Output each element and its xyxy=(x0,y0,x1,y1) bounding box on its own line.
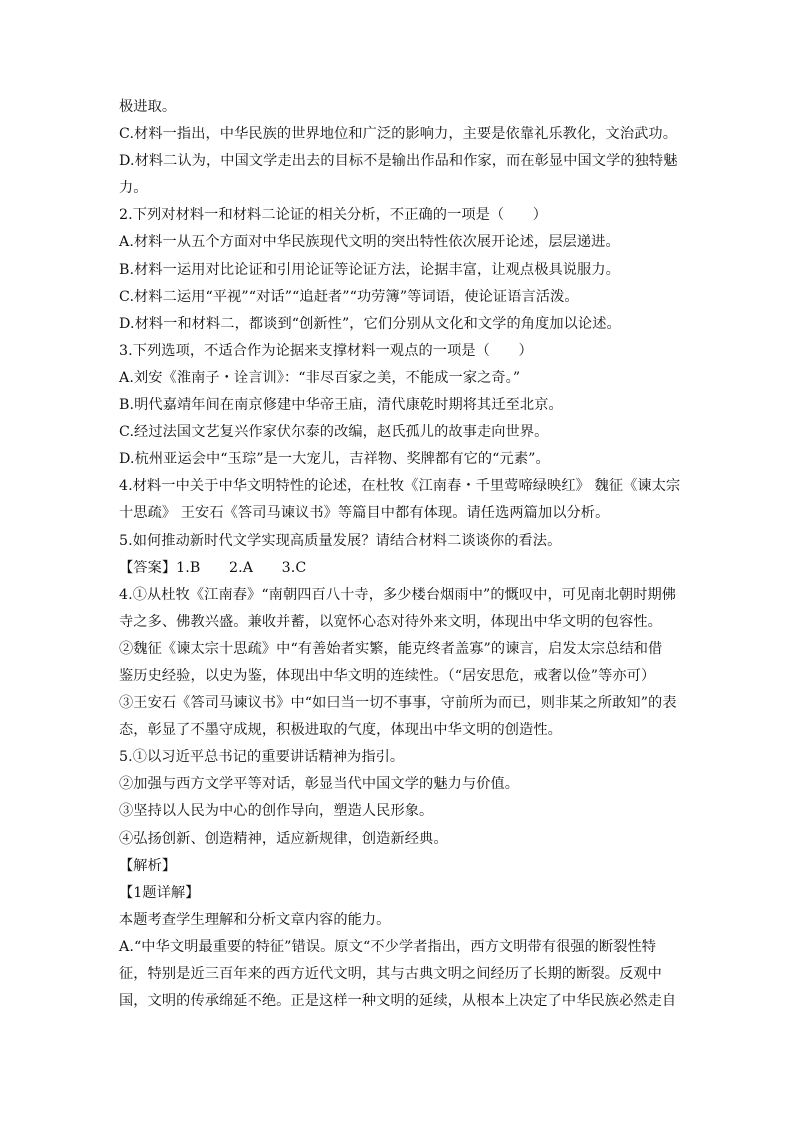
text-line: 国，文明的传承绵延不绝。正是这样一种文明的延续，从根本上决定了中华民族必然走自 xyxy=(119,993,677,1010)
text-line: 态，彰显了不墨守成规，积极进取的气度，体现出中华文明的创造性。 xyxy=(119,722,562,739)
text-line: 十思疏》 王安石《答司马谏议书》等篇目中都有体现。请任选两篇加以分析。 xyxy=(119,505,610,522)
answer-5-point-1: 5.①以习近平总书记的重要讲话精神为指引。 xyxy=(119,749,405,766)
analysis-option-a: A.“中华文明最重要的特征”错误。原文“不少学者指出，西方文明带有很强的断裂性特 xyxy=(119,938,657,955)
answer-4-point-1: 4.①从杜牧《江南春》“南朝四百八十寺，多少楼台烟雨中”的慨叹中，可见南北朝时期佛 xyxy=(119,586,677,603)
question-2-option-a: A.材料一从五个方面对中华民族现代文明的突出特性依次展开论述，层层递进。 xyxy=(119,234,620,251)
question-2: 2.下列对材料一和材料二论证的相关分析，不正确的一项是（ ） xyxy=(119,207,548,224)
answer-5-point-2: ②加强与西方文学平等对话，彰显当代中国文学的魅力与价值。 xyxy=(119,776,520,793)
text-line: 寺之多、佛教兴盛。兼收并蓄，以宽怀心态对待外来文明，体现出中华文明的包容性。 xyxy=(119,613,662,630)
question-3-option-c: C.经过法国文艺复兴作家伏尔泰的改编，赵氏孤儿的故事走向世界。 xyxy=(119,424,549,441)
answer-4-point-2: ②魏征《谏太宗十思疏》中“有善始者实繁，能克终者盖寡”的谏言，启发太宗总结和借 xyxy=(119,640,663,657)
question-3-option-b: B.明代嘉靖年间在南京修建中华帝王庙，清代康乾时期将其迁至北京。 xyxy=(119,397,563,414)
text-line: 征，特别是近三百年来的西方近代文明，其与古典文明之间经历了长期的断裂。反观中 xyxy=(119,966,662,982)
question-4: 4.材料一中关于中华文明特性的论述，在杜牧《江南春・千里莺啼绿映红》 魏征《谏太宗 xyxy=(119,478,681,495)
answer-5-point-4: ④弘扬创新、创造精神，适应新规律，创造新经典。 xyxy=(119,830,448,847)
question-2-option-b: B.材料一运用对比论证和引用论证等论证方法，论据丰富，让观点极具说服力。 xyxy=(119,261,620,278)
question-2-option-d: D.材料一和材料二，都谈到“创新性”，它们分别从文化和文学的角度加以论述。 xyxy=(119,315,621,332)
question-3-option-d: D.杭州亚运会中“玉琮”是一大宠儿，吉祥物、奖牌都有它的“元素”。 xyxy=(119,451,550,468)
question-3: 3.下列选项，不适合作为论据来支撑材料一观点的一项是（ ） xyxy=(119,342,533,359)
answer-5-point-3: ③坚持以人民为中心的创作导向，塑造人民形象。 xyxy=(119,803,434,820)
option-d-material-two: D.材料二认为，中国文学走出去的目标不是输出作品和作家，而在彰显中国文学的独特魅 xyxy=(119,153,678,170)
question-5: 5.如何推动新时代文学实现高质量发展？请结合材料二谈谈你的看法。 xyxy=(119,532,562,549)
text-line: 极进取。 xyxy=(119,99,177,115)
question-3-option-a: A.刘安《淮南子・诠言训》：“非尽百家之美，不能成一家之奇。” xyxy=(119,369,521,386)
answer-key: 【答案】1.B 2.A 3.C xyxy=(119,559,307,576)
question-2-option-c: C.材料二运用“平视”“对话”“追赶者”“功劳簿”等词语，使论证语言活泼。 xyxy=(119,288,579,305)
analysis-heading: 【解析】 xyxy=(119,857,177,874)
text-line: 鉴历史经验，以史为鉴，体现出中华文明的连续性。（“居安思危，戒奢以俭”等亦可） xyxy=(119,667,656,684)
text-line: 本题考查学生理解和分析文章内容的能力。 xyxy=(119,911,391,928)
question-1-detail-heading: 【1题详解】 xyxy=(119,884,200,901)
document-page xyxy=(119,94,681,1015)
option-c-material-one: C.材料一指出，中华民族的世界地位和广泛的影响力，主要是依靠礼乐教化，文治武功。 xyxy=(119,126,677,143)
text-line: 力。 xyxy=(119,180,148,197)
answer-4-point-3: ③王安石《答司马谏议书》中“如曰当一切不事事，守前所为而已，则非某之所敢知”的表 xyxy=(119,695,677,712)
